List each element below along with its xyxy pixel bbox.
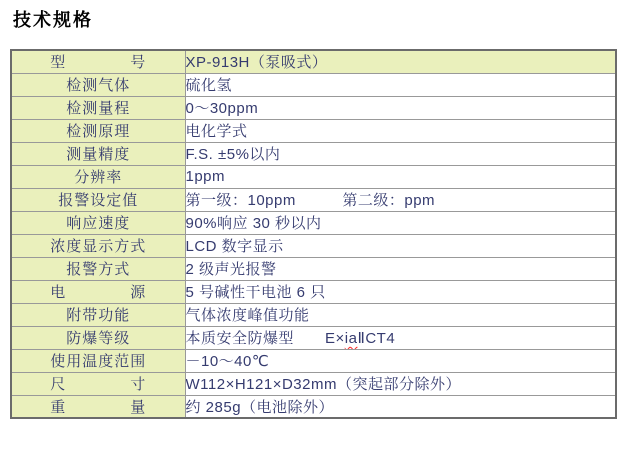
spec-value: 第一级：10ppm 第二级：ppm [185, 188, 616, 211]
table-row [11, 326, 616, 349]
spec-label: 响应速度 [11, 211, 185, 234]
spec-value: XP-913H（泵吸式） [185, 50, 616, 73]
spec-value: 气体浓度峰值功能 [185, 303, 616, 326]
table-row [11, 165, 616, 188]
spec-value: 5 号碱性干电池 6 只 [185, 280, 616, 303]
spec-value [185, 326, 616, 349]
spec-value-part: 本质安全防爆型 E× [185, 330, 345, 347]
table-row [11, 50, 616, 73]
spec-label: 分辨率 [11, 165, 185, 188]
spec-value: －10～40℃ [185, 349, 616, 372]
table-row [11, 257, 616, 280]
ex-marking-ia: ia [344, 330, 358, 347]
spec-value: 90%响应 30 秒以内 [185, 211, 616, 234]
spec-value: LCD 数字显示 [185, 234, 616, 257]
table-row [11, 280, 616, 303]
spec-value: 1ppm [185, 165, 616, 188]
spec-value: F.S. ±5%以内 [185, 142, 616, 165]
spec-value-part: ⅡCT4 [357, 330, 396, 347]
spec-value: 电化学式 [185, 119, 616, 142]
table-row [11, 395, 616, 418]
spec-value: 2 级声光报警 [185, 257, 616, 280]
spec-label: 检测量程 [11, 96, 185, 119]
spec-label: 电 源 [11, 280, 185, 303]
spec-label: 报警方式 [11, 257, 185, 280]
spec-label: 检测原理 [11, 119, 185, 142]
spec-label: 附带功能 [11, 303, 185, 326]
spec-value: W112×H121×D32mm（突起部分除外） [185, 372, 616, 395]
spec-label: 浓度显示方式 [11, 234, 185, 257]
spec-label: 测量精度 [11, 142, 185, 165]
table-row [11, 96, 616, 119]
spec-label: 使用温度范围 [11, 349, 185, 372]
spec-label: 重 量 [11, 395, 185, 418]
spec-label: 型 号 [11, 50, 185, 73]
spec-value: 约 285g（电池除外） [185, 395, 616, 418]
spec-value: 硫化氢 [185, 73, 616, 96]
table-row [11, 73, 616, 96]
spec-value: 0～30ppm [185, 96, 616, 119]
spec-label: 防爆等级 [11, 326, 185, 349]
table-row [11, 142, 616, 165]
table-row [11, 372, 616, 395]
table-row [11, 211, 616, 234]
spec-table-body [11, 50, 616, 418]
spec-label: 报警设定值 [11, 188, 185, 211]
spec-label: 尺 寸 [11, 372, 185, 395]
table-row [11, 303, 616, 326]
table-row [11, 234, 616, 257]
table-row [11, 349, 616, 372]
table-row [11, 188, 616, 211]
page-title: 技术规格 [13, 10, 93, 30]
spec-table [10, 49, 617, 419]
spec-label: 检测气体 [11, 73, 185, 96]
table-row [11, 119, 616, 142]
